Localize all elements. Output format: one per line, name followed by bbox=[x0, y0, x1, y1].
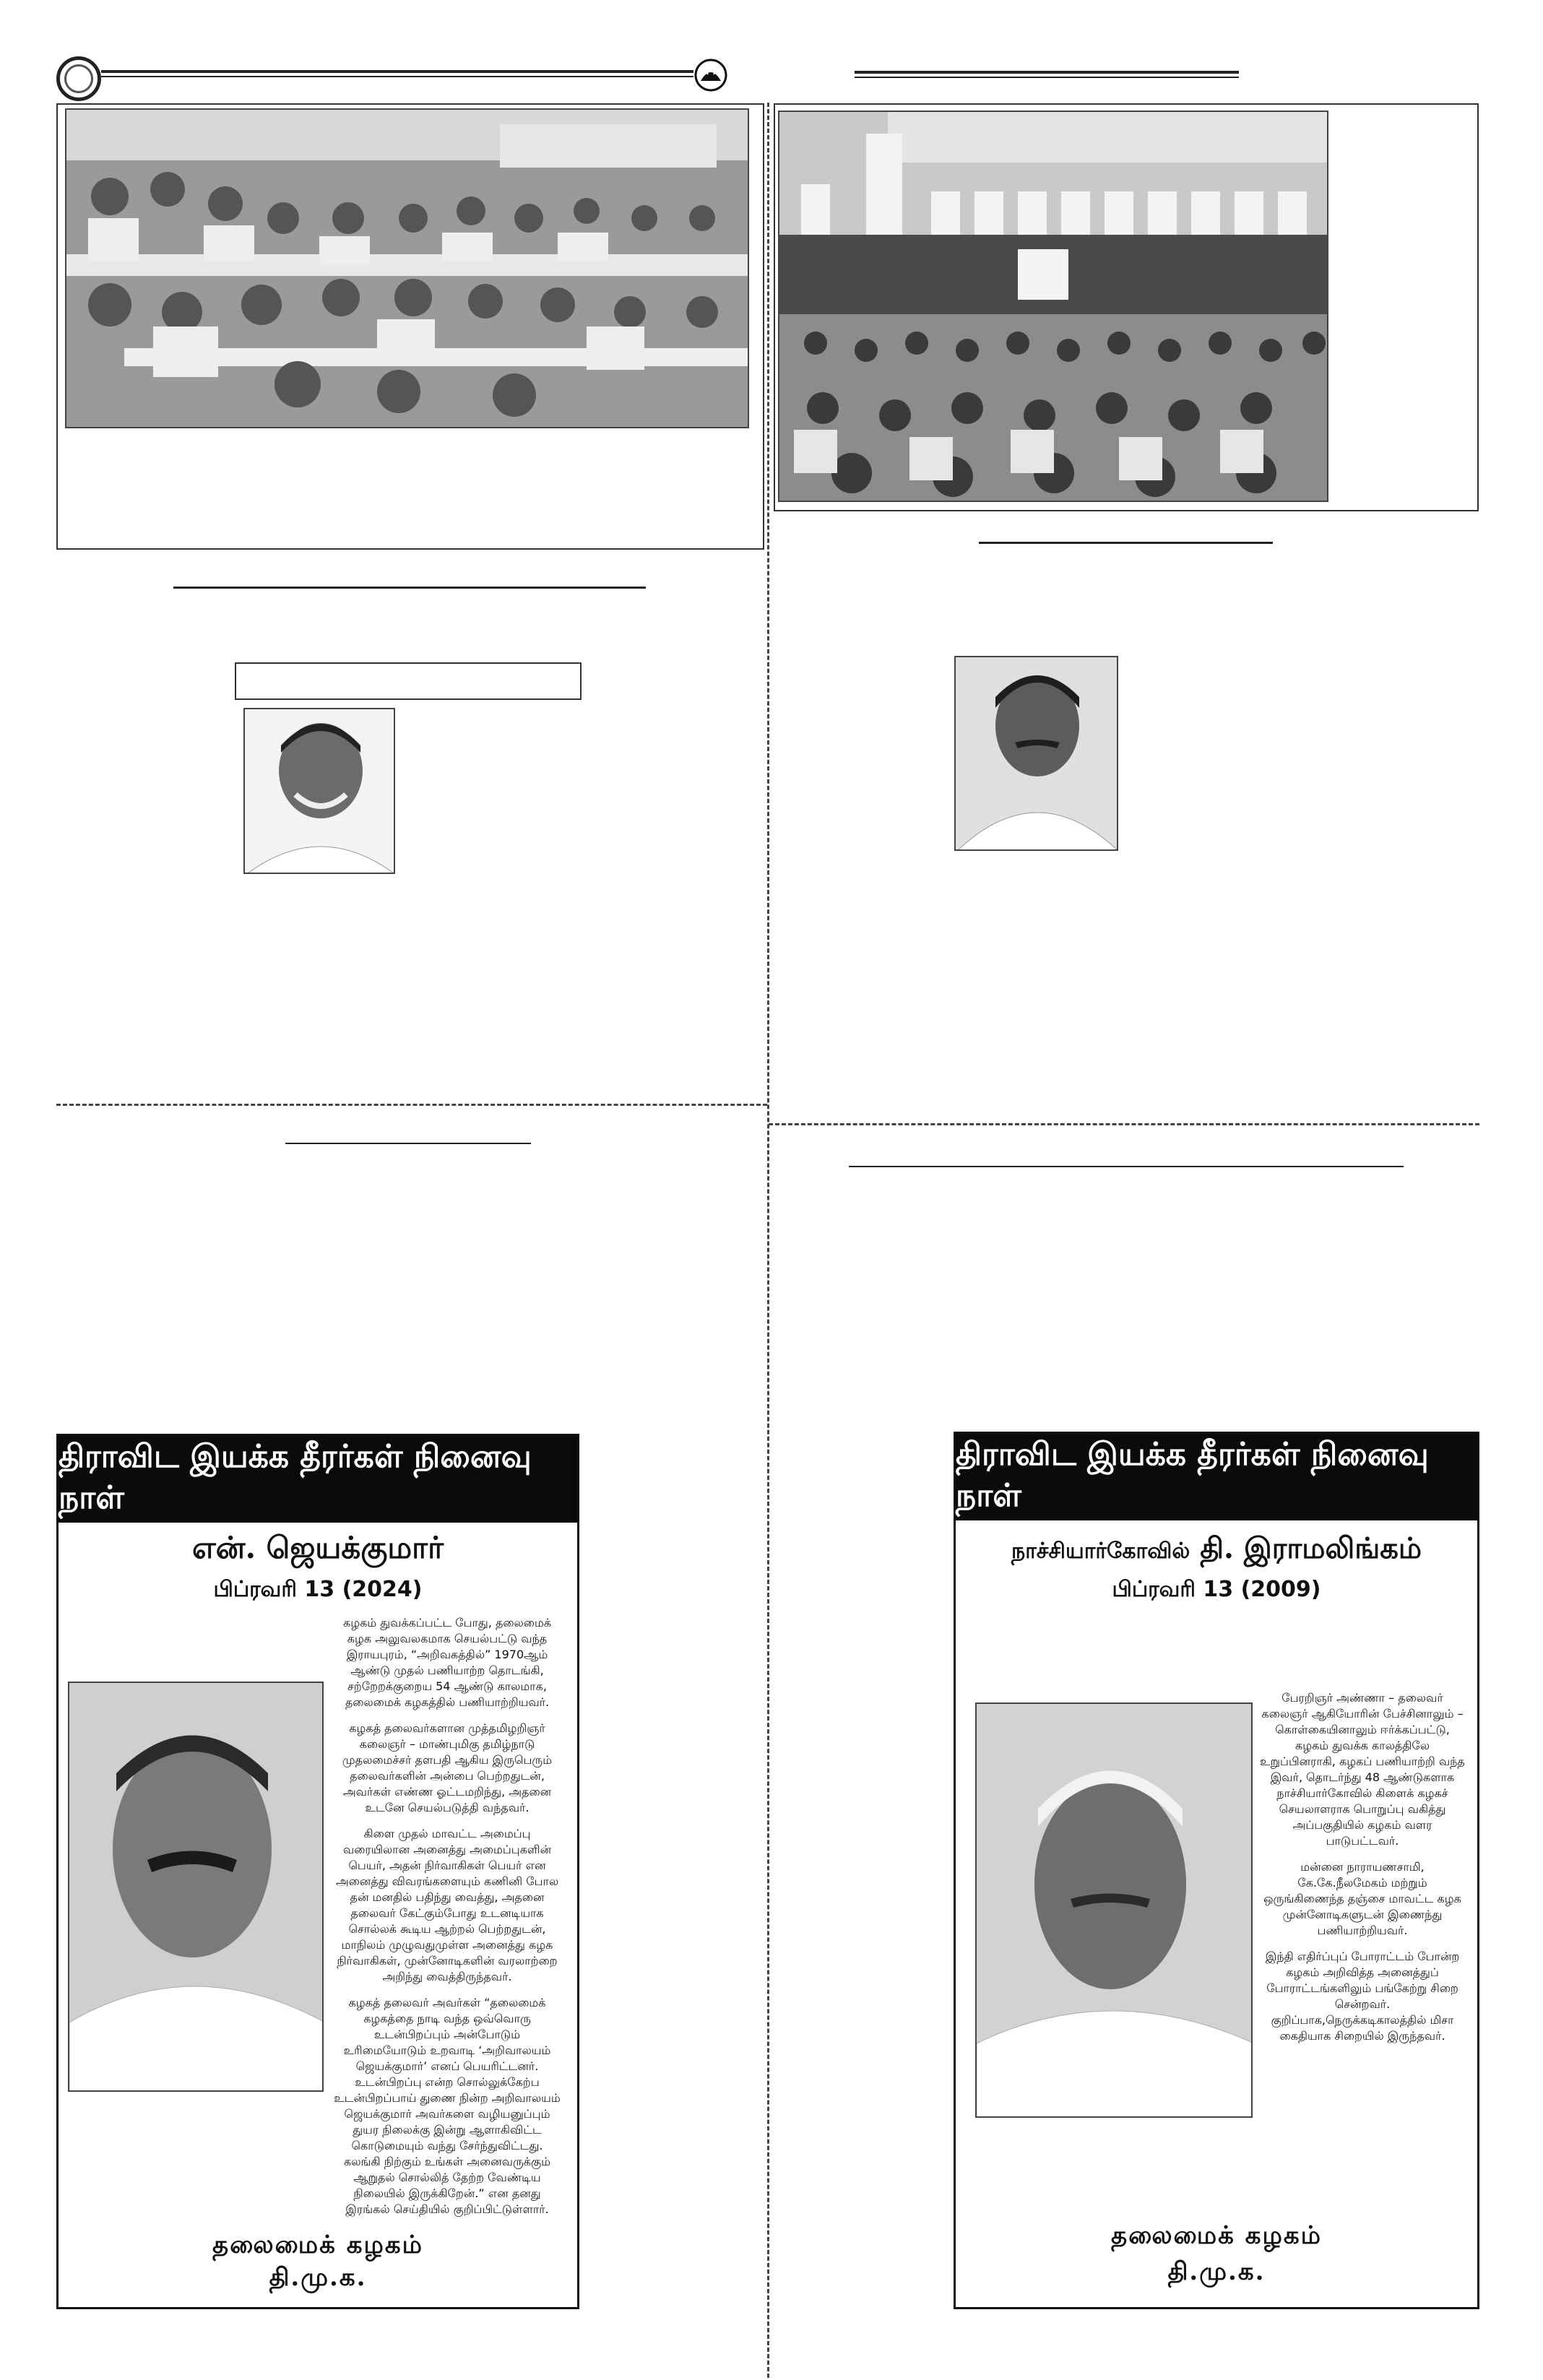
memorial-paragraph: கழகத் தலைவர்களான முத்தமிழறிஞர் கலைஞர் – மாண்புமிகு தமிழ்நாடு முதலமைச்சர் தளபதி ஆகிய இருபெரும் தலைவர்களின் அன்பை பெற்றதுடன், அவர்கள் எண்ண ஓட்டமறிந்து, அதனை உடனே செயல்படுத்தி வந்தவர். bbox=[342, 1721, 553, 1814]
public-meeting-photo bbox=[778, 111, 1328, 502]
left-section-divider bbox=[56, 1104, 767, 1106]
header-rule-right-2 bbox=[855, 77, 1239, 78]
memorial-paragraph: பேரறிஞர் அண்ணா – தலைவர் கலைஞர் ஆகியோரின் பேச்சினாலும் – கொள்கையினாலும் ஈர்க்கப்பட்டு, கழகம் துவக்க காலத்திலே உறுப்பினராகி, கழகப் பணியாற்றி வந்த இவர், தொடர்ந்து 48 ஆண்டுகளாக நாச்சியார்கோவில் கிளைக் கழகச் செயலாளராக பொறுப்பு வகித்து அப்பகுதியில் கழகம் வளர பாடுபட்டவர். bbox=[1260, 1691, 1465, 1848]
memorial-signature-line2: தி.மு.க. bbox=[269, 2263, 367, 2292]
header-rule-left bbox=[101, 70, 693, 73]
headline-rule-right-lower bbox=[849, 1166, 1404, 1167]
right-section-divider bbox=[769, 1123, 1479, 1125]
memorial-portrait-photo bbox=[68, 1682, 324, 2092]
headline-rule-right bbox=[979, 542, 1273, 544]
memorial-name-prefix: நாச்சியார்கோவில் bbox=[1011, 1539, 1190, 1564]
memorial-signature-line2: தி.மு.க. bbox=[1167, 2257, 1266, 2286]
memorial-signature-line1: தலைமைக் கழகம் bbox=[212, 2230, 423, 2259]
header-rule-left-2 bbox=[101, 76, 693, 77]
memorial-paragraph: கிளை முதல் மாவட்ட அமைப்பு வரையிலான அனைத்து அமைப்புகளின் பெயர், அதன் நிர்வாகிகள் பெயர் என அனைத்து விவரங்களையும் கணினி போல தன் மனதில் பதிந்து வைத்து, அதனை தலைவர் கேட்கும்போது உடனடியாக சொல்லக் கூடிய ஆற்றல் பெற்றதுடன், மாநிலம் முழுவதுமுள்ள அனைத்து கழக நிர்வாகிகள், முன்னோடிகளின் வரலாற்றை அறிந்து வைத்திருந்தவர். bbox=[335, 1827, 559, 1983]
memorial-body-text bbox=[1258, 1690, 1467, 2054]
memorial-card-right bbox=[954, 1432, 1479, 2309]
memorial-paragraph: கழகம் துவக்கப்பட்ட போது, தலைமைக் கழக அலுவலகமாக செயல்பட்டு வந்த இராயபுரம், “அறிவகத்தில்” 1970ஆம் ஆண்டு முதல் பணியாற்ற தொடங்கி, சற்றேறக்குறைய 54 ஆண்டு காலமாக, தலைமைக் கழகத்தில் பணியாற்றியவர். bbox=[342, 1616, 552, 1709]
header-circle-icon bbox=[56, 56, 101, 101]
headline-rule-left-lower bbox=[285, 1143, 531, 1144]
meeting-hall-photo bbox=[65, 108, 749, 428]
portrait-left-photo bbox=[243, 708, 395, 874]
memorial-header: திராவிட இயக்க தீரர்கள் நினைவு நாள் bbox=[956, 1434, 1477, 1520]
memorial-portrait-photo bbox=[975, 1702, 1253, 2118]
memorial-name-main: தி. இராமலிங்கம் bbox=[1200, 1531, 1422, 1565]
memorial-paragraph: இந்தி எதிர்ப்புப் போராட்டம் போன்ற கழகம் அறிவித்த அனைத்துப் போராட்டங்களிலும் பங்கேற்று சிறை சென்றவர். குறிப்பாக,நெருக்கடிகாலத்தில் மிசா கைதியாக சிறையில் இருந்தவர். bbox=[1265, 1950, 1460, 2043]
memorial-signature-line1: தலைமைக் கழகம் bbox=[1111, 2221, 1322, 2250]
portrait-right-photo bbox=[954, 656, 1118, 851]
column-divider bbox=[767, 103, 769, 2378]
memorial-paragraph: கழகத் தலைவர் அவர்கள் “தலைமைக் கழகத்தை நாடி வந்த ஒவ்வொரு உடன்பிறப்பும் அன்போடும் உரிமையோடும் உறவாடி ‘அறிவாலயம் ஜெயக்குமார்’ எனப் பெயரிட்டனர். உடன்பிறப்பு என்ற சொல்லுக்கேற்ப உடன்பிறப்பாய் துணை நின்ற அறிவாலயம் ஜெயக்குமார் அவர்களை வழியனுப்பும் துயர நிலைக்கு இன்று ஆளாகிவிட்ட கொடுமையும் வந்து சேர்ந்துவிட்டது. கலங்கி நிற்கும் உங்கள் அனைவருக்கும் ஆறுதல் சொல்லித் தேற்ற வேண்டிய நிலையில் இருக்கிறேன்.” என தனது இரங்கல் செய்தியில் குறிப்பிட்டுள்ளார். bbox=[334, 1996, 561, 2216]
name-caption-box bbox=[235, 662, 582, 700]
memorial-name: என். ஜெயக்குமார் bbox=[191, 1530, 444, 1565]
memorial-name bbox=[956, 1531, 1477, 1569]
rising-sun-emblem-icon bbox=[693, 58, 728, 92]
memorial-header: திராவிட இயக்க தீரர்கள் நினைவு நாள் bbox=[59, 1436, 577, 1523]
memorial-body-text bbox=[332, 1615, 563, 2228]
header-rule-right bbox=[855, 71, 1239, 74]
headline-rule-left bbox=[173, 587, 646, 589]
memorial-date: பிப்ரவரி 13 (2024) bbox=[213, 1577, 423, 1602]
memorial-card-left bbox=[56, 1434, 579, 2309]
memorial-paragraph: மன்னை நாராயணசாமி, கே.கே.நீலமேகம் மற்றும் ஒருங்கிணைந்த தஞ்சை மாவட்ட கழக முன்னோடிகளுடன் இணைந்து பணியாற்றியவர். bbox=[1263, 1860, 1461, 1937]
memorial-date: பிப்ரவரி 13 (2009) bbox=[1112, 1577, 1321, 1602]
